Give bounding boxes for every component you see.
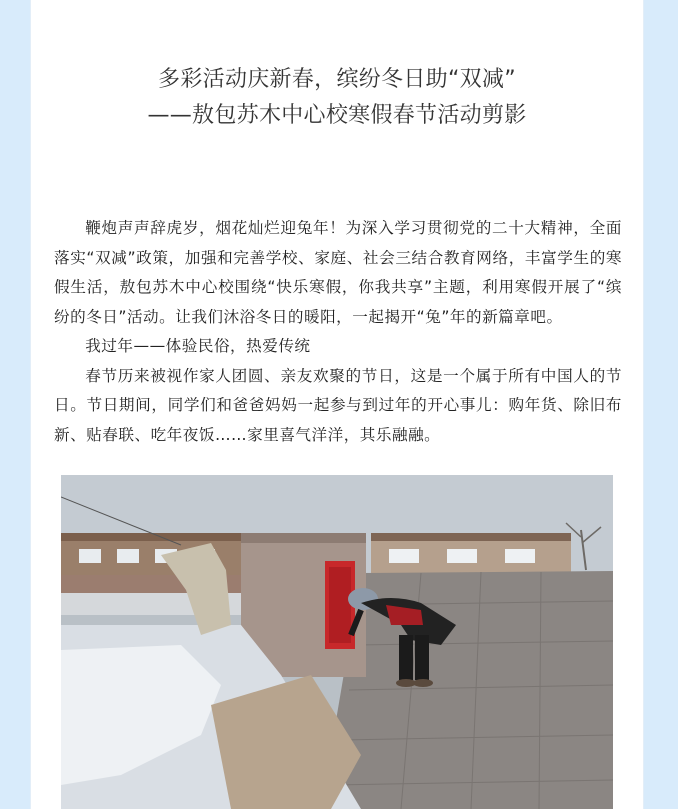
article-title (31, 62, 643, 134)
photo-illustration (61, 475, 613, 809)
section-heading: 我过年——体验民俗，热爱传统 (85, 337, 311, 355)
article-body (54, 214, 622, 450)
article-card (31, 0, 643, 809)
activity-photo (61, 475, 613, 809)
paragraph-spring-festival: 春节历来被视作家人团圆、亲友欢聚的节日，这是一个属于所有中国人的节日。节日期间，同学们和爸爸妈妈一起参与到过年的开心事儿：购年货、除旧布新、贴春联、吃年夜饭……家里喜气洋洋，其乐融融。 (54, 366, 622, 444)
title-line-1: 多彩活动庆新春，缤纷冬日助“双减” (158, 67, 516, 92)
title-line-2: ——敖包苏木中心校寒假春节活动剪影 (147, 103, 527, 128)
paragraph-intro: 鞭炮声声辞虎岁，烟花灿烂迎兔年！为深入学习贯彻党的二十大精神，全面落实“双减”政策，加强和完善学校、家庭、社会三结合教育网络，丰富学生的寒假生活，敖包苏木中心校围绕“快乐寒假，你我共享”主题，利用寒假开展了“缤纷的冬日”活动。让我们沐浴冬日的暖阳，一起揭开“兔”年的新篇章吧。 (54, 219, 622, 326)
